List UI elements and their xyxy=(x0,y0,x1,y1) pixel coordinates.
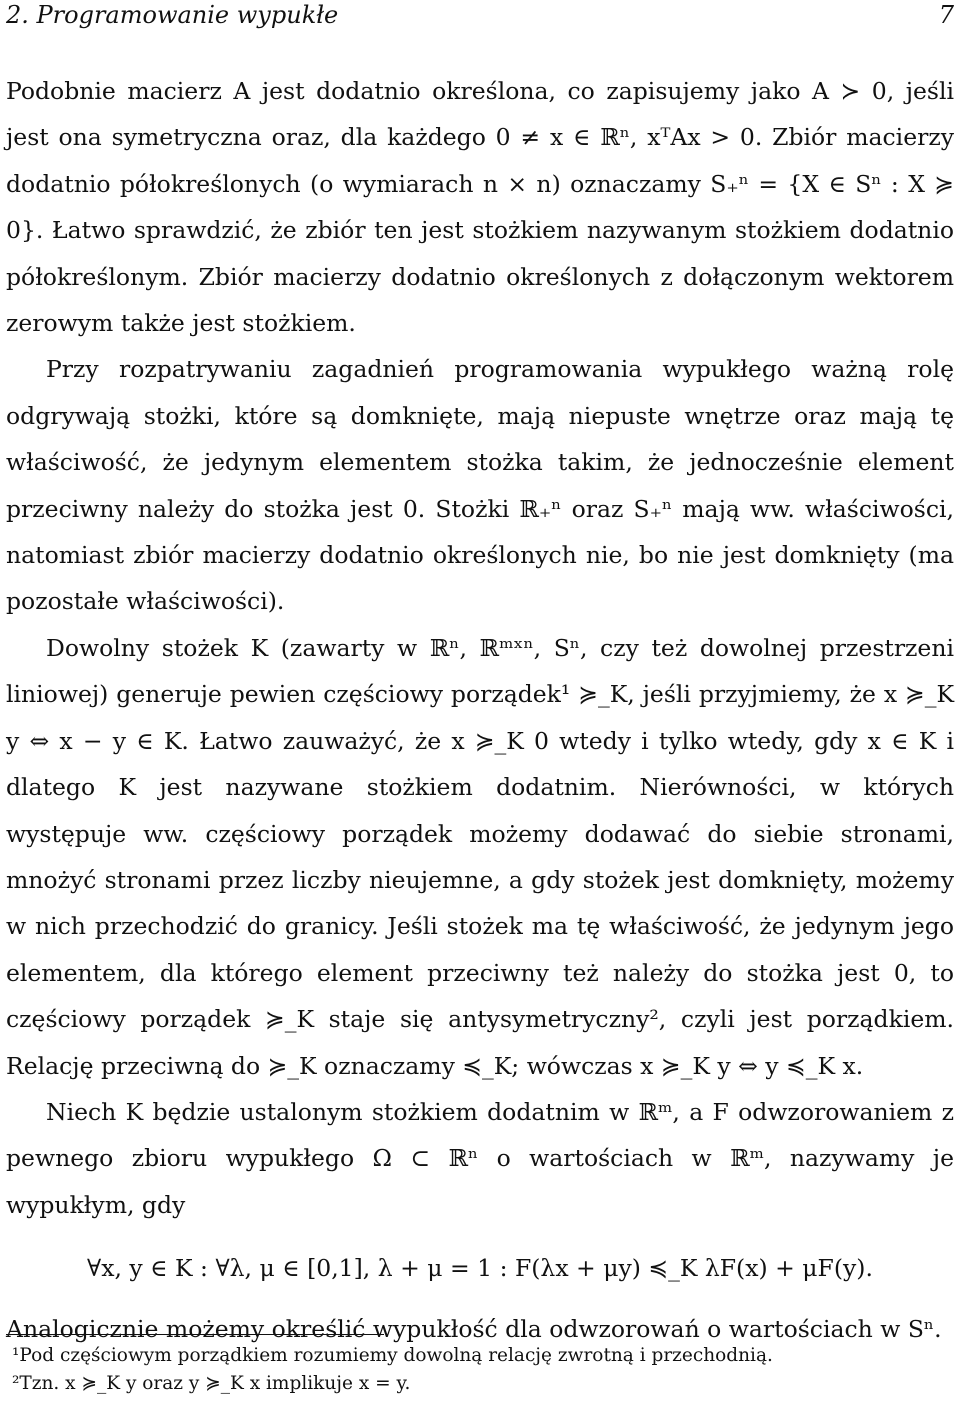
page-header xyxy=(6,0,954,40)
paragraph-positive-definite: Podobnie macierz A jest dodatnio określona, co zapisujemy jako A ≻ 0, jeśli jest ona symetryczna oraz, dla każdego 0 ≠ x ∈ ℝⁿ, xᵀAx > 0. Zbiór macierzy dodatnio półokreślonych (o wymiarach n × n) oznaczamy S₊ⁿ = {X ∈ Sⁿ : X ≽ 0}. Łatwo sprawdzić, że zbiór ten jest stożkiem nazywanym stożkiem dodatnio półokreślonym. Zbiór macierzy dodatnio określonych z dołączonym wektorem zerowym także jest stożkiem. xyxy=(6,77,954,338)
footnote-divider xyxy=(6,1334,384,1335)
display-formula: ∀x, y ∈ K : ∀λ, μ ∈ [0,1], λ + μ = 1 : F(λx + μy) ≼_K λF(x) + μF(y). xyxy=(87,1254,873,1283)
paragraph-cone-properties: Przy rozpatrywaniu zagadnień programowania wypukłego ważną rolę odgrywają stożki, które są domknięte, mają niepuste wnętrze oraz mają tę właściwość, że jedynym elementem stożka takim, że jednocześnie element przeciwny należy do stożka jest 0. Stożki ℝ₊ⁿ oraz S₊ⁿ mają ww. właściwości, natomiast zbiór macierzy dodatnio określonych nie, bo nie jest domknięty (ma pozostałe właściwości). xyxy=(6,355,954,616)
page-number: 7 xyxy=(938,1,954,29)
paragraph-partial-order: Dowolny stożek K (zawarty w ℝⁿ, ℝᵐˣⁿ, Sⁿ, czy też dowolnej przestrzeni liniowej) generuje pewien częściowy porządek¹ ≽_K, jeśli przyjmiemy, że x ≽_K y ⇔ x − y ∈ K. Łatwo zauważyć, że x ≽_K 0 wtedy i tylko wtedy, gdy x ∈ K i dlatego K jest nazywane stożkiem dodatnim. Nierówności, w których występuje ww. częściowy porządek możemy dodawać do siebie stronami, mnożyć stronami przez liczby nieujemne, a gdy stożek jest domknięty, możemy w nich przechodzić do granicy. Jeśli stożek ma tę właściwość, że jedynym jego elementem, dla którego element przeciwny też należy do stożka jest 0, to częściowy porządek ≽_K staje się antysymetryczny², czyli jest porządkiem. Relację przeciwną do ≽_K oznaczamy ≼_K; wówczas x ≽_K y ⇔ y ≼_K x. xyxy=(6,633,954,1080)
page-body xyxy=(6,68,954,1353)
paragraph-convex-mapping: Niech K będzie ustalonym stożkiem dodatnim w ℝᵐ, a F odwzorowaniem z pewnego zbioru wypukłego Ω ⊂ ℝⁿ o wartościach w ℝᵐ, nazywamy je wypukłym, gdy xyxy=(6,1097,954,1219)
paragraph-analogous: Analogicznie możemy określić wypukłość dla odwzorowań o wartościach w Sⁿ. xyxy=(6,1315,942,1344)
section-title: 2. Programowanie wypukłe xyxy=(6,1,339,29)
footnote-2: ²Tzn. x ≽_K y oraz y ≽_K x implikuje x = y. xyxy=(12,1373,411,1394)
footnotes xyxy=(12,1342,952,1398)
footnote-1: ¹Pod częściowym porządkiem rozumiemy dowolną relację zwrotną i przechodnią. xyxy=(12,1345,773,1366)
